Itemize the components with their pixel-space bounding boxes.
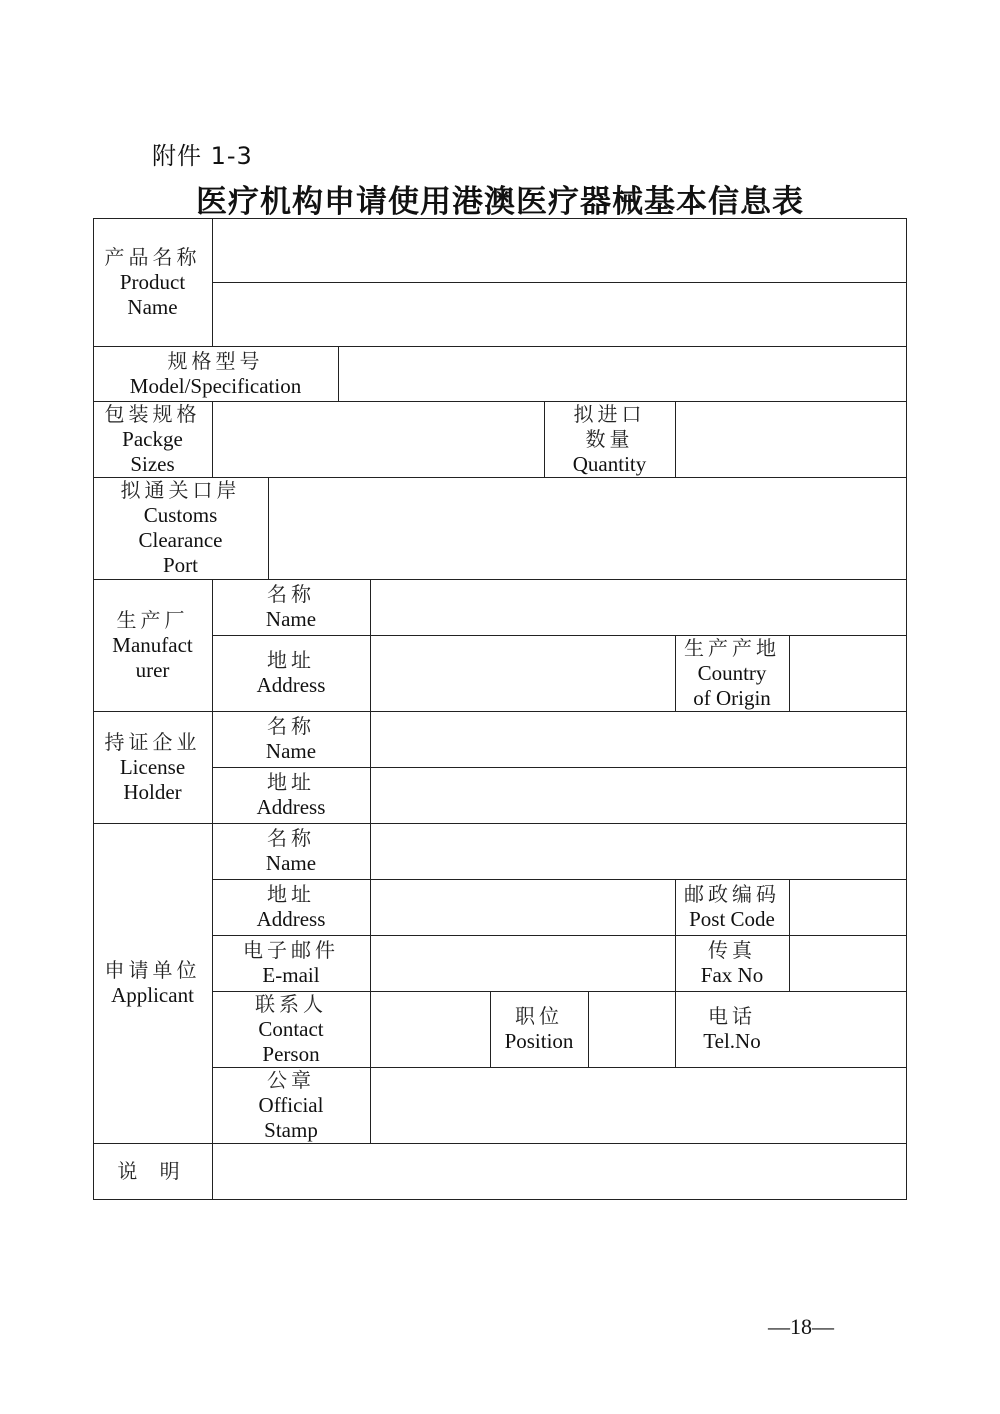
origin-label <box>675 635 789 711</box>
quantity-en: Quantity <box>572 451 647 476</box>
email-label <box>212 935 370 991</box>
model-label <box>93 346 338 401</box>
license-holder-zh: 持证企业 <box>104 729 201 754</box>
manufacturer-address-en: Address <box>256 673 326 697</box>
package-en: Packge <box>122 426 183 451</box>
manufacturer-name-en: Name <box>265 607 317 631</box>
postcode-en: Post Code <box>689 907 775 931</box>
package-label <box>93 401 212 477</box>
stamp-en: Stamp <box>264 1117 318 1142</box>
table-border-bottom <box>93 1199 907 1200</box>
postcode-zh: 邮政编码 <box>684 882 780 906</box>
product-name-field-2[interactable] <box>213 283 906 346</box>
stamp-zh: 公章 <box>267 1067 315 1092</box>
quantity-zh: 拟进口 <box>573 401 646 426</box>
port-en: Customs <box>143 503 218 527</box>
port-en: Port <box>162 553 198 577</box>
notes-zh: 说 明 <box>117 1158 188 1183</box>
origin-en: Country <box>697 660 767 685</box>
manufacturer-zh: 生产厂 <box>116 607 189 632</box>
manufacturer-name-field[interactable] <box>371 580 906 635</box>
package-zh: 包装规格 <box>104 401 201 426</box>
email-field[interactable] <box>371 936 675 991</box>
license-holder-name-en: Name <box>265 739 317 763</box>
tel-zh: 电话 <box>708 1004 756 1028</box>
applicant-address-label <box>212 879 370 935</box>
applicant-en: Applicant <box>111 983 194 1007</box>
applicant-name-en: Name <box>265 851 317 875</box>
model-zh: 规格型号 <box>167 348 264 373</box>
postcode-field[interactable] <box>790 880 906 935</box>
port-label <box>93 477 268 579</box>
product-name-label <box>93 218 212 346</box>
applicant-address-zh: 地址 <box>267 882 315 906</box>
fax-label <box>675 935 789 991</box>
license-holder-en: License <box>119 754 186 779</box>
table-border-right <box>906 218 907 1200</box>
model-en: Model/Specification <box>129 373 302 398</box>
model-field[interactable] <box>339 347 906 401</box>
stamp-label <box>212 1067 370 1143</box>
applicant-address-field[interactable] <box>371 880 675 935</box>
quantity-label <box>544 401 675 477</box>
manufacturer-en: urer <box>135 657 170 682</box>
port-en: Clearance <box>138 528 223 552</box>
form-title: 医疗机构申请使用港澳医疗器械基本信息表 <box>196 184 804 220</box>
applicant-address-en: Address <box>256 907 326 931</box>
contact-en: Person <box>262 1041 320 1066</box>
license-holder-name-field[interactable] <box>371 712 906 767</box>
license-holder-name-zh: 名称 <box>267 714 315 738</box>
fax-en: Fax No <box>700 963 764 987</box>
position-label <box>490 991 588 1067</box>
applicant-name-field[interactable] <box>371 824 906 879</box>
product-name-en: Product <box>119 269 186 294</box>
fax-field[interactable] <box>790 936 906 991</box>
license-holder-name-label <box>212 711 370 767</box>
license-holder-label <box>93 711 212 823</box>
port-zh: 拟通关口岸 <box>120 478 241 502</box>
tel-en: Tel.No <box>703 1029 761 1053</box>
port-field[interactable] <box>269 478 906 579</box>
applicant-name-zh: 名称 <box>267 826 315 850</box>
notes-label <box>93 1143 212 1199</box>
postcode-label <box>675 879 789 935</box>
license-holder-address-en: Address <box>256 795 326 819</box>
contact-label <box>212 991 370 1067</box>
manufacturer-address-field[interactable] <box>371 636 675 711</box>
manufacturer-name-label <box>212 579 370 635</box>
applicant-zh: 申请单位 <box>104 958 201 982</box>
page-number: —18— <box>768 1314 834 1339</box>
origin-en: of Origin <box>693 685 771 710</box>
product-name-field-1[interactable] <box>213 219 906 282</box>
contact-zh: 联系人 <box>255 991 327 1016</box>
license-holder-address-label <box>212 767 370 823</box>
contact-field[interactable] <box>371 992 490 1067</box>
product-name-en: Name <box>127 294 178 319</box>
license-holder-address-zh: 地址 <box>267 770 315 794</box>
manufacturer-label <box>93 579 212 711</box>
notes-field[interactable] <box>213 1144 906 1199</box>
stamp-field[interactable] <box>371 1068 906 1143</box>
stamp-en: Official <box>258 1092 324 1117</box>
position-en: Position <box>504 1029 574 1053</box>
contact-en: Contact <box>258 1016 324 1041</box>
fax-zh: 传真 <box>708 938 756 962</box>
product-name-zh: 产品名称 <box>104 244 201 269</box>
license-holder-en: Holder <box>123 779 182 804</box>
quantity-field[interactable] <box>676 402 906 477</box>
position-field[interactable] <box>589 992 675 1067</box>
package-field[interactable] <box>213 402 544 477</box>
manufacturer-en: Manufact <box>112 632 193 657</box>
position-zh: 职位 <box>515 1004 563 1028</box>
origin-field[interactable] <box>790 636 906 711</box>
applicant-name-label <box>212 823 370 879</box>
manufacturer-address-zh: 地址 <box>267 648 315 672</box>
tel-label <box>675 991 789 1067</box>
tel-field[interactable] <box>790 992 906 1067</box>
attachment-label: 附件 1-3 <box>152 142 253 170</box>
email-zh: 电子邮件 <box>243 938 339 962</box>
package-en: Sizes <box>130 451 175 476</box>
manufacturer-name-zh: 名称 <box>267 582 315 606</box>
license-holder-address-field[interactable] <box>371 768 906 823</box>
email-en: E-mail <box>262 963 320 987</box>
quantity-zh: 数量 <box>585 426 634 451</box>
applicant-label <box>93 823 212 1143</box>
manufacturer-address-label <box>212 635 370 711</box>
origin-zh: 生产产地 <box>684 635 780 660</box>
